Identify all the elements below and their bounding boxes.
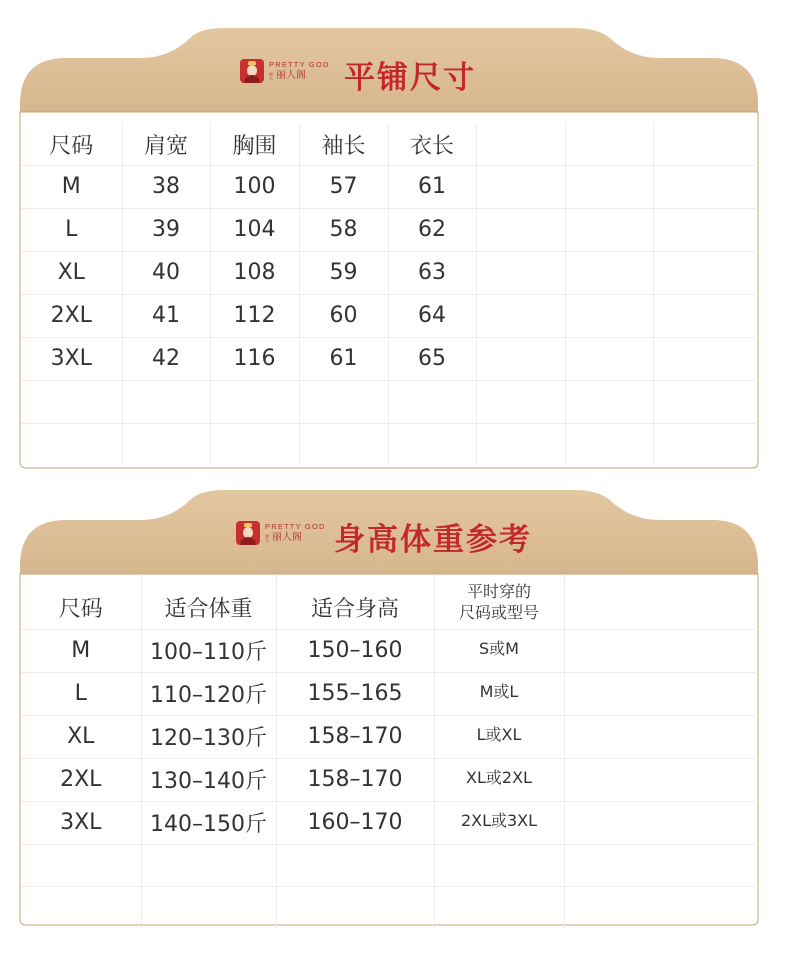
table-row — [21, 380, 758, 423]
table-cell: S或M — [434, 629, 564, 672]
height-weight-table — [21, 575, 758, 928]
table-cell — [21, 886, 141, 928]
table-cell: XL — [21, 251, 122, 294]
table-cell — [210, 423, 299, 465]
table-row — [21, 801, 758, 844]
table-cell: L或XL — [434, 715, 564, 758]
table-cell: 64 — [388, 294, 476, 337]
table-cell: 120–130斤 — [141, 715, 276, 758]
table-cell: M — [21, 165, 122, 208]
table-cell: 158–170 — [276, 758, 434, 801]
table-cell — [564, 672, 758, 715]
table-cell: M或L — [434, 672, 564, 715]
table-cell: 2XL — [21, 294, 122, 337]
table-cell — [434, 886, 564, 928]
table-cell — [276, 886, 434, 928]
header-cell: 肩宽 — [122, 124, 210, 165]
table-row — [21, 629, 758, 672]
table-cell — [564, 801, 758, 844]
table-row — [21, 715, 758, 758]
table-cell: M — [21, 629, 141, 672]
table-cell: 61 — [299, 337, 388, 380]
table-cell — [653, 251, 758, 294]
brand-name-en: PRETTY GOD — [265, 521, 326, 531]
table-cell — [299, 423, 388, 465]
table-cell — [476, 251, 565, 294]
table-cell: 100 — [210, 165, 299, 208]
table-cell: 116 — [210, 337, 299, 380]
brand-badge-icon — [240, 59, 264, 83]
table-cell: 100–110斤 — [141, 629, 276, 672]
height-weight-title: 身高体重参考 — [334, 522, 532, 558]
table-cell: 63 — [388, 251, 476, 294]
header-cell: 尺码 — [21, 124, 122, 165]
table-cell — [565, 423, 653, 465]
table-cell: 62 — [388, 208, 476, 251]
table-row — [21, 758, 758, 801]
table-cell: 3XL — [21, 801, 141, 844]
table-cell — [564, 715, 758, 758]
table-row — [21, 423, 758, 465]
brand-name-small: 丽人 — [265, 534, 270, 543]
flat-size-header-row — [21, 124, 758, 165]
table-cell: 108 — [210, 251, 299, 294]
table-cell — [434, 844, 564, 886]
table-cell: XL或2XL — [434, 758, 564, 801]
table-row — [21, 165, 758, 208]
table-cell — [653, 294, 758, 337]
table-cell: 160–170 — [276, 801, 434, 844]
table-cell: 65 — [388, 337, 476, 380]
table-cell: 155–165 — [276, 672, 434, 715]
table-cell — [653, 208, 758, 251]
table-cell: 60 — [299, 294, 388, 337]
table-row — [21, 337, 758, 380]
table-cell: 110–120斤 — [141, 672, 276, 715]
brand-name-small: 丽人 — [269, 72, 274, 81]
table-cell — [565, 337, 653, 380]
table-cell: 40 — [122, 251, 210, 294]
table-cell: 58 — [299, 208, 388, 251]
table-cell — [476, 423, 565, 465]
table-cell — [388, 423, 476, 465]
table-cell: 150–160 — [276, 629, 434, 672]
table-cell — [21, 844, 141, 886]
table-cell: 41 — [122, 294, 210, 337]
table-cell — [653, 165, 758, 208]
table-cell — [476, 294, 565, 337]
table-cell: 140–150斤 — [141, 801, 276, 844]
table-cell — [122, 423, 210, 465]
table-cell — [21, 423, 122, 465]
table-cell — [565, 208, 653, 251]
table-cell: 112 — [210, 294, 299, 337]
table-cell — [21, 380, 122, 423]
table-cell: 39 — [122, 208, 210, 251]
table-cell — [141, 844, 276, 886]
table-cell: 2XL — [21, 758, 141, 801]
table-cell — [565, 294, 653, 337]
brand-logo — [236, 521, 326, 545]
brand-name-zh: 丽人阁 — [272, 532, 302, 544]
table-cell — [565, 165, 653, 208]
table-cell: 3XL — [21, 337, 122, 380]
table-cell: 42 — [122, 337, 210, 380]
table-cell — [141, 886, 276, 928]
height-weight-card — [0, 480, 790, 930]
table-cell — [564, 844, 758, 886]
table-row — [21, 886, 758, 928]
header-cell-usual-size — [434, 575, 564, 629]
header-line: 平时穿的 — [466, 581, 531, 601]
table-cell: 104 — [210, 208, 299, 251]
table-cell — [564, 758, 758, 801]
height-weight-header-row — [21, 575, 758, 629]
table-cell: 57 — [299, 165, 388, 208]
brand-name-en: PRETTY GOD — [269, 59, 330, 69]
header-cell: 适合身高 — [276, 575, 434, 629]
table-cell — [653, 337, 758, 380]
brand-badge-icon — [236, 521, 260, 545]
table-cell: 2XL或3XL — [434, 801, 564, 844]
table-cell — [388, 380, 476, 423]
header-line: 尺码或型号 — [458, 602, 539, 622]
header-cell: 胸围 — [210, 124, 299, 165]
header-cell — [564, 575, 758, 629]
table-cell — [476, 337, 565, 380]
table-cell — [653, 380, 758, 423]
table-row — [21, 294, 758, 337]
table-cell: 130–140斤 — [141, 758, 276, 801]
header-cell — [476, 124, 565, 165]
header-cell: 适合体重 — [141, 575, 276, 629]
table-cell — [210, 380, 299, 423]
header-cell — [653, 124, 758, 165]
header-cell: 袖长 — [299, 124, 388, 165]
flat-size-table — [21, 124, 758, 465]
table-cell: 38 — [122, 165, 210, 208]
table-cell: 61 — [388, 165, 476, 208]
table-cell: 59 — [299, 251, 388, 294]
table-cell — [565, 380, 653, 423]
table-cell — [653, 423, 758, 465]
table-cell — [476, 165, 565, 208]
table-cell — [564, 629, 758, 672]
table-cell — [122, 380, 210, 423]
table-cell — [565, 251, 653, 294]
table-cell: L — [21, 672, 141, 715]
table-row — [21, 251, 758, 294]
brand-name-zh: 丽人阁 — [276, 70, 306, 82]
header-cell: 衣长 — [388, 124, 476, 165]
table-cell — [276, 844, 434, 886]
table-cell: L — [21, 208, 122, 251]
header-cell — [565, 124, 653, 165]
table-row — [21, 672, 758, 715]
table-cell: 158–170 — [276, 715, 434, 758]
table-cell: XL — [21, 715, 141, 758]
table-cell — [476, 208, 565, 251]
table-row — [21, 208, 758, 251]
table-cell — [476, 380, 565, 423]
table-row — [21, 844, 758, 886]
header-cell: 尺码 — [21, 575, 141, 629]
flat-size-title: 平铺尺寸 — [344, 60, 476, 96]
table-cell — [564, 886, 758, 928]
brand-logo — [240, 59, 330, 83]
table-cell — [299, 380, 388, 423]
